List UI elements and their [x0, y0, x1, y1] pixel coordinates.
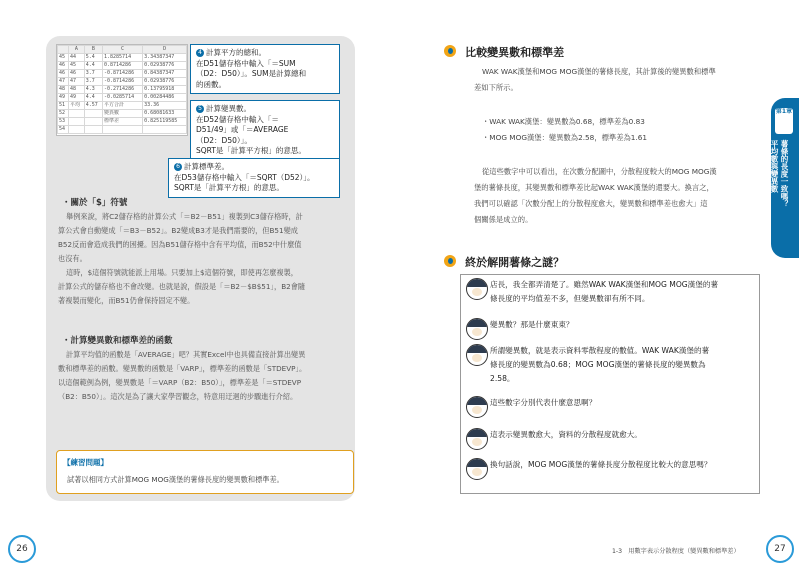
callout-text: 在D52儲存格中輸入「＝	[196, 114, 279, 124]
sheet-cell: 5.4	[84, 54, 102, 62]
sheet-cell: 平方合計	[102, 102, 142, 110]
dialogue-line	[490, 396, 758, 410]
character-avatar-icon	[466, 458, 488, 480]
paragraph-line: 舉例來說，將C2儲存格的計算公式「＝B2－B51」複製到C3儲存格時，計	[66, 212, 303, 221]
callout-line	[196, 59, 334, 70]
sheet-cell: 49	[58, 94, 69, 102]
heading-mystery: 終於解開薯條之謎？	[444, 252, 564, 271]
sheet-cell: -0.2714286	[102, 86, 142, 94]
callout-stddev	[168, 158, 340, 198]
sheet-cell: 33.36	[143, 102, 187, 110]
sheet-cell: 標準差	[102, 118, 142, 126]
cap-icon	[467, 279, 487, 287]
sheet-row	[58, 86, 187, 94]
sheet-cell: 51	[58, 102, 69, 110]
sheet-cell: 54	[58, 126, 69, 134]
sheet-cell: 4.57	[84, 102, 102, 110]
sheet-cell: 0.84387347	[143, 70, 187, 78]
paragraph-line: 這時，$這個符號就能派上用場。只要加上$這個符號，即使再怎麼複製，	[66, 268, 298, 277]
paragraph-line: B52反而會造成我們的困擾。因為B51儲存格中含有平均值，而B52中什麼值	[58, 240, 302, 249]
dialogue-line	[490, 344, 758, 386]
callout-text: SQRT是「計算平方根」的意思。	[196, 146, 306, 155]
sheet-cell	[84, 118, 102, 126]
sheet-cell: 47	[58, 78, 69, 86]
heading-bullet-icon	[444, 45, 456, 57]
callout-variance	[190, 100, 340, 161]
sheet-header-cell: A	[68, 46, 84, 54]
callout-line	[196, 69, 334, 80]
callout-text: （D2：D50）」。	[196, 135, 252, 145]
sheet-cell: 變異數	[102, 110, 142, 118]
relation-paragraph	[474, 164, 764, 228]
sheet-cell	[68, 110, 84, 118]
sheet-header-cell: C	[102, 46, 142, 54]
sheet-row	[58, 54, 187, 62]
practice-box	[56, 450, 354, 494]
paragraph-line: 堡的薯條長度，其變異數和標準差比起WAK WAK漢堡的還要大。換言之，	[474, 183, 714, 192]
face-icon	[472, 438, 482, 446]
callout-line	[196, 125, 334, 136]
heading-bullet-icon	[444, 255, 456, 267]
section-dollar-title: ・關於「$」符號	[62, 198, 128, 208]
sheet-cell: 48	[58, 86, 69, 94]
dialogue-text: 2.58。	[490, 374, 515, 383]
page-number-right: 27	[766, 535, 794, 563]
spreadsheet-screenshot	[56, 44, 188, 136]
sheet-cell: -0.0285714	[102, 94, 142, 102]
dialogue-text: 條長度的變異數為0.68；MOG MOG漢堡的薯條長度的變異數為	[490, 360, 706, 369]
callout-line	[196, 146, 334, 157]
sheet-cell: 46	[58, 70, 69, 78]
dialogue-line	[490, 318, 758, 332]
callout-text: 的函數。	[196, 79, 226, 89]
paragraph-line: 計算平均值的函數是「AVERAGE」吧？其實Excel中也具備直接計算出變異	[66, 350, 306, 359]
sheet-cell: 0.68081633	[143, 110, 187, 118]
sheet-cell: 45	[58, 54, 69, 62]
sheet-cell: 4.4	[84, 62, 102, 70]
dialogue-text: 條長度的平均值差不多，但變異數卻有所不同。	[490, 294, 650, 303]
face-icon	[472, 288, 482, 296]
sheet-cell: 4.4	[84, 94, 102, 102]
paragraph-line: 數和標準差的函數。變異數的函數是「VARP」，標準差的函數是「STDEVP」。	[58, 364, 307, 373]
sheet-row	[58, 126, 187, 134]
callout-line	[196, 104, 334, 115]
paragraph-line: 算公式會自動變成「＝B3－B52」。B2變成B3才是我們需要的，但B51變成	[58, 226, 298, 235]
results-list	[482, 114, 762, 146]
character-avatar-icon	[466, 318, 488, 340]
sheet-cell: 46	[68, 70, 84, 78]
sheet-cell: 3.7	[84, 78, 102, 86]
sheet-cell: 3.34387347	[143, 54, 187, 62]
callout-sum	[190, 44, 340, 94]
section-function-body	[58, 348, 350, 404]
sheet-row	[58, 110, 187, 118]
sheet-cell: 4.3	[84, 86, 102, 94]
sheet-cell	[68, 126, 84, 134]
callout-text: （D2：D50）」。SUM是計算總和	[196, 69, 307, 78]
running-footer: 1-3 用數字表示分散程度（變異數和標準差）	[612, 548, 740, 555]
section-function-title: ・計算變異數和標準差的函數	[62, 336, 173, 346]
face-icon	[472, 354, 482, 362]
dialogue-text: 變異數？那是什麼東東？	[490, 320, 574, 329]
face-icon	[472, 468, 482, 476]
callout-line	[196, 136, 334, 147]
callout-text: 在D51儲存格中輸入「＝SUM	[196, 58, 296, 68]
callout-text: SQRT是「計算平方根」的意思。	[174, 183, 284, 192]
callout-text: 計算變異數。	[206, 104, 251, 113]
list-item: ・MOG MOG漢堡：變異數為2.58，標準差為1.61	[482, 133, 648, 142]
list-item: ・WAK WAK漢堡：變異數為0.68，標準差為0.83	[482, 117, 645, 126]
sheet-cell: 3.7	[84, 70, 102, 78]
step-number-icon: 6	[174, 163, 182, 171]
sheet-row	[58, 94, 187, 102]
character-avatar-icon	[466, 278, 488, 300]
intro-paragraph	[474, 64, 764, 96]
sheet-cell: 47	[68, 78, 84, 86]
dialogue-line	[490, 278, 758, 306]
chapter-side-tab	[771, 98, 799, 258]
dialogue-text: 這表示變異數愈大，資料的分散程度就愈大。	[490, 430, 642, 439]
sheet-cell	[84, 110, 102, 118]
heading-compare: 比較變異數和標準差	[444, 42, 564, 61]
callout-text: D51/49」或「＝AVERAGE	[196, 125, 289, 134]
sheet-cell: 0.8714286	[102, 62, 142, 70]
cap-icon	[467, 459, 487, 467]
sheet-cell: 0.00284486	[143, 94, 187, 102]
paragraph-line: 計算公式的儲存格也不會改變。也就是說，假設是「＝B2－$B$51」，B2會隨	[58, 282, 306, 291]
paragraph-line: 我們可以確認「次數分配上的分散程度愈大，變異數和標準差也愈大」這	[474, 199, 708, 208]
callout-line	[174, 162, 334, 173]
sheet-cell: 0.02938776	[143, 62, 187, 70]
face-icon	[472, 328, 482, 336]
sheet-cell: 0.825119585	[143, 118, 187, 126]
sheet-cell: 44	[68, 54, 84, 62]
sheet-row	[58, 62, 187, 70]
sheet-row	[58, 78, 187, 86]
callout-text: 計算標準差。	[184, 162, 229, 171]
cap-icon	[467, 319, 487, 327]
spreadsheet-table	[57, 45, 187, 134]
face-icon	[472, 406, 482, 414]
sheet-row	[58, 70, 187, 78]
paragraph-line: 個關係是成立的。	[474, 215, 533, 224]
character-avatar-icon	[466, 344, 488, 366]
chapter-title-2: 平均數與變異數	[770, 140, 779, 193]
sheet-cell: 1.8285714	[102, 54, 142, 62]
dialogue-line	[490, 428, 758, 442]
dialogue-text: 所謂變異數，就是表示資料零散程度的數值。WAK WAK漢堡的薯	[490, 346, 710, 355]
sheet-header-cell	[58, 46, 69, 54]
sheet-cell: -0.8714286	[102, 70, 142, 78]
step-number-icon: 4	[196, 49, 204, 57]
sheet-row	[58, 102, 187, 110]
sheet-cell	[102, 126, 142, 134]
sheet-cell: 48	[68, 86, 84, 94]
sheet-cell: 52	[58, 110, 69, 118]
dialogue-text: 這些數字分別代表什麼意思啊？	[490, 398, 597, 407]
step-number-icon: 5	[196, 105, 204, 113]
sheet-cell: 0.13795918	[143, 86, 187, 94]
paragraph-line: 著複製而變化，而B51仍會保持固定不變。	[58, 296, 195, 305]
page-number-left: 26	[8, 535, 36, 563]
cap-icon	[467, 429, 487, 437]
callout-text: 計算平方的總和。	[206, 48, 266, 57]
sheet-header-row	[58, 46, 187, 54]
paragraph-line: 差如下所示。	[474, 83, 518, 92]
paragraph-line: 以這個範例為例，變異數是「＝VARP（B2：B50）」，標準差是「＝STDEVP	[58, 378, 302, 387]
sheet-cell: 0.02938776	[143, 78, 187, 86]
cap-icon	[467, 397, 487, 405]
cap-icon	[467, 345, 487, 353]
sheet-cell: 49	[68, 94, 84, 102]
sheet-cell	[84, 126, 102, 134]
dialogue-line	[490, 458, 758, 472]
paragraph-line: 從這些數字中可以看出，在次數分配圖中，分散程度較大的MOG MOG漢	[482, 167, 717, 176]
sheet-cell: 45	[68, 62, 84, 70]
paragraph-line: 也沒有。	[58, 254, 87, 263]
chapter-title-1: 薯條的長度一致嗎？	[780, 140, 789, 208]
section-dollar-body	[58, 210, 350, 308]
sheet-row	[58, 118, 187, 126]
callout-line	[196, 80, 334, 91]
callout-text: 在D53儲存格中輸入「＝SQRT（D52）」。	[174, 172, 315, 182]
callout-line	[174, 183, 334, 194]
sheet-cell: 46	[58, 62, 69, 70]
paragraph-line: WAK WAK漢堡和MOG MOG漢堡的薯條長度，其計算後的變異數和標準	[482, 67, 716, 76]
sheet-cell: 53	[58, 118, 69, 126]
sheet-header-cell: B	[84, 46, 102, 54]
sheet-header-cell: D	[143, 46, 187, 54]
dialogue-text: 店長，我全都弄清楚了。雖然WAK WAK漢堡和MOG MOG漢堡的薯	[490, 280, 719, 289]
practice-label: 【練習問題】	[63, 458, 108, 467]
practice-text: 試著以相同方式計算MOG MOG漢堡的薯條長度的變異數和標準差。	[67, 475, 284, 484]
character-avatar-icon	[466, 428, 488, 450]
character-avatar-icon	[466, 396, 488, 418]
paragraph-line: （B2：B50）」。這次是為了讓大家學習觀念，特意用迂迴的步驟進行介紹。	[58, 392, 298, 401]
callout-line	[174, 173, 334, 184]
sheet-cell	[68, 118, 84, 126]
sheet-cell	[143, 126, 187, 134]
chapter-label: 第1章	[775, 108, 793, 134]
sheet-cell: 平均	[68, 102, 84, 110]
callout-line	[196, 48, 334, 59]
dialogue-text: 換句話說，MOG MOG漢堡的薯條長度分散程度比較大的意思嗎？	[490, 460, 712, 469]
callout-line	[196, 115, 334, 126]
sheet-cell: -0.8714286	[102, 78, 142, 86]
